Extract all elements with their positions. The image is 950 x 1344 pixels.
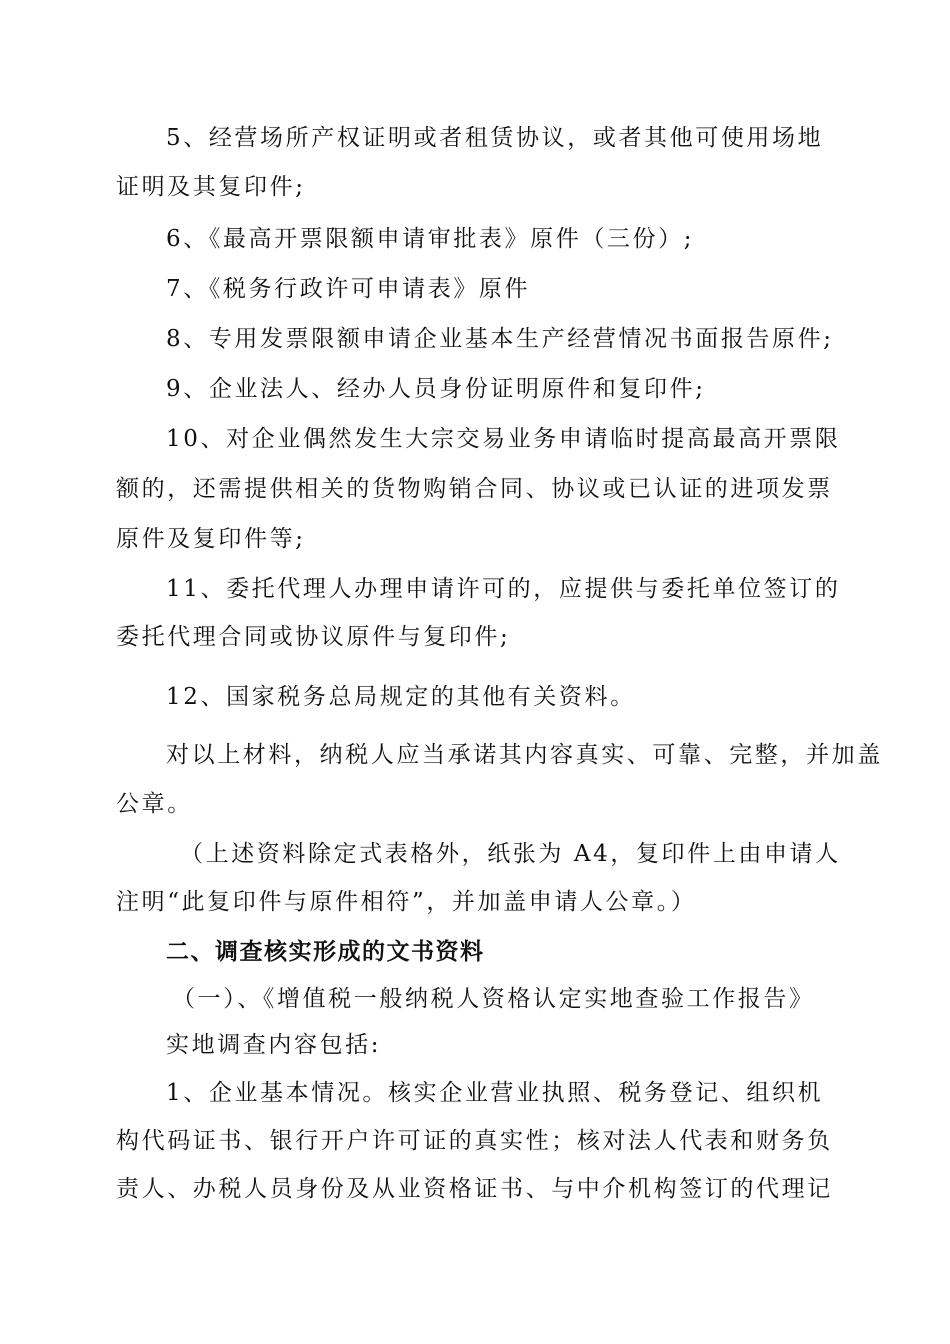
- item-10-line-3: 原件及复印件等;: [116, 526, 306, 552]
- commitment-line-1: 对以上材料，纳税人应当承诺其内容真实、可靠、完整，并加盖: [166, 742, 883, 768]
- survey-item-1-line-2: 构代码证书、银行开户许可证的真实性；核对法人代表和财务负: [116, 1128, 833, 1154]
- item-5-line-1: 5、经营场所产权证明或者租赁协议，或者其他可使用场地: [166, 125, 824, 151]
- item-11-line-2: 委托代理合同或协议原件与复印件;: [116, 624, 511, 650]
- survey-item-1-line-3: 责人、办税人员身份及从业资格证书、与中介机构签订的代理记: [116, 1176, 833, 1202]
- item-10-line-2: 额的，还需提供相关的货物购销合同、协议或已认证的进项发票: [116, 476, 833, 502]
- item-5-line-2: 证明及其复印件;: [116, 174, 306, 200]
- item-12: 12、国家税务总局规定的其他有关资料。: [166, 684, 636, 710]
- note-line-1: （上述资料除定式表格外，纸张为 A4，复印件上由申请人: [180, 841, 841, 867]
- item-9: 9、企业法人、经办人员身份证明原件和复印件;: [166, 376, 706, 402]
- item-8: 8、专用发票限额申请企业基本生产经营情况书面报告原件;: [166, 326, 834, 352]
- section-heading: 二、调查核实形成的文书资料: [166, 939, 485, 965]
- item-11-line-1: 11、委托代理人办理申请许可的，应提供与委托单位签订的: [166, 576, 841, 602]
- subsection-title: （一）、《增值税一般纳税人资格认定实地查验工作报告》: [172, 986, 815, 1012]
- survey-item-1-line-1: 1、企业基本情况。核实企业营业执照、税务登记、组织机: [166, 1080, 824, 1106]
- item-7: 7、《税务行政许可申请表》原件: [166, 276, 531, 302]
- survey-intro: 实地调查内容包括:: [166, 1032, 382, 1058]
- item-10-line-1: 10、对企业偶然发生大宗交易业务申请临时提高最高开票限: [166, 426, 841, 452]
- item-6: 6、《最高开票限额申请审批表》原件（三份）;: [166, 226, 695, 252]
- commitment-line-2: 公章。: [116, 791, 193, 817]
- note-line-2: 注明“此复印件与原件相符”，并加盖申请人公章。）: [116, 889, 697, 915]
